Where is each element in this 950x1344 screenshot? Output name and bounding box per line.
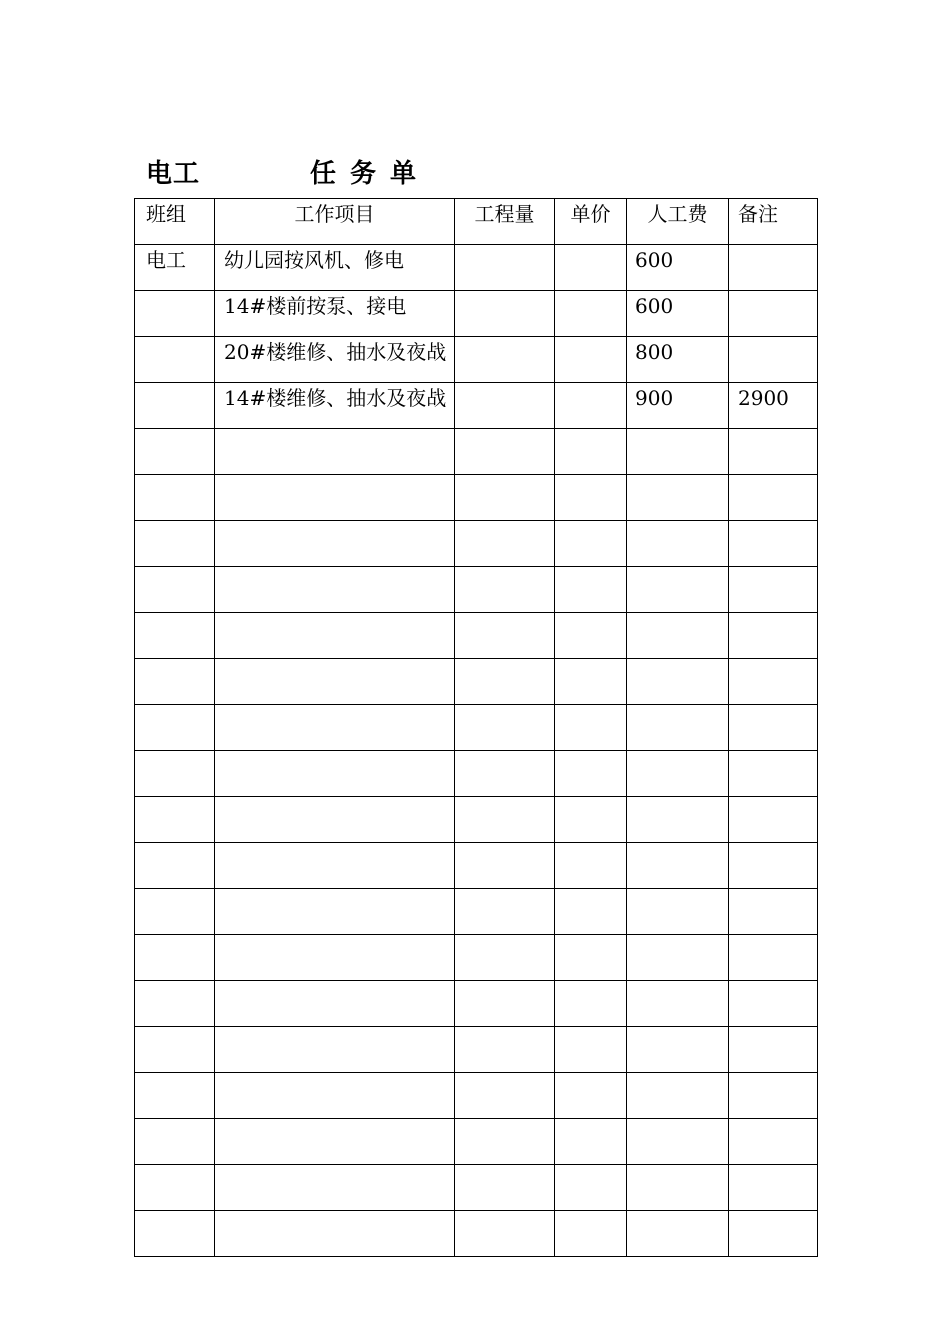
table-row [135,797,818,843]
cell-quantity [455,797,555,843]
cell-quantity [455,383,555,429]
cell-labor-cost [627,1211,729,1257]
cell-team [135,613,215,659]
cell-labor-cost [627,843,729,889]
cell-work-item [215,1119,455,1165]
cell-note [729,1027,818,1073]
header-work-item: 工作项目 [215,199,455,245]
cell-note [729,245,818,291]
cell-labor-cost [627,613,729,659]
cell-team: 电工 [135,245,215,291]
cell-work-item [215,705,455,751]
cell-labor-cost [627,935,729,981]
cell-labor-cost [627,889,729,935]
cell-team [135,705,215,751]
table-row [135,383,818,429]
cell-note [729,337,818,383]
table-row [135,1165,818,1211]
header-note: 备注 [729,199,818,245]
cell-unit-price [555,843,627,889]
cell-team [135,475,215,521]
task-table [134,198,818,1257]
cell-team [135,521,215,567]
cell-team [135,751,215,797]
cell-note [729,1165,818,1211]
cell-labor-cost [627,659,729,705]
cell-team [135,1165,215,1211]
cell-note: 2900 [729,383,818,429]
cell-work-item [215,429,455,475]
cell-labor-cost: 800 [627,337,729,383]
table-row [135,1073,818,1119]
cell-team [135,935,215,981]
cell-team [135,1211,215,1257]
cell-work-item [215,1073,455,1119]
cell-quantity [455,1165,555,1211]
cell-unit-price [555,797,627,843]
cell-unit-price [555,337,627,383]
cell-quantity [455,337,555,383]
cell-quantity [455,429,555,475]
cell-team [135,383,215,429]
cell-quantity [455,613,555,659]
cell-quantity [455,521,555,567]
cell-labor-cost [627,1073,729,1119]
table-row [135,935,818,981]
cell-work-item [215,797,455,843]
cell-work-item [215,659,455,705]
table-body [135,245,818,1257]
table-row [135,843,818,889]
cell-note [729,567,818,613]
cell-quantity [455,1211,555,1257]
cell-labor-cost [627,475,729,521]
cell-quantity [455,889,555,935]
cell-note [729,291,818,337]
cell-note [729,1119,818,1165]
cell-team [135,1073,215,1119]
cell-unit-price [555,935,627,981]
table-row [135,245,818,291]
cell-work-item: 14#楼维修、抽水及夜战 [215,383,455,429]
cell-note [729,475,818,521]
cell-unit-price [555,383,627,429]
table-row [135,659,818,705]
cell-note [729,843,818,889]
cell-note [729,659,818,705]
cell-team [135,797,215,843]
cell-unit-price [555,705,627,751]
cell-quantity [455,981,555,1027]
cell-note [729,981,818,1027]
cell-unit-price [555,429,627,475]
cell-quantity [455,1119,555,1165]
cell-note [729,1211,818,1257]
table-row [135,1027,818,1073]
cell-unit-price [555,521,627,567]
cell-work-item [215,751,455,797]
cell-unit-price [555,245,627,291]
cell-unit-price [555,613,627,659]
cell-team [135,981,215,1027]
cell-quantity [455,843,555,889]
cell-labor-cost [627,1027,729,1073]
header-unit-price: 单价 [555,199,627,245]
table-row [135,1211,818,1257]
cell-labor-cost [627,1165,729,1211]
header-labor-cost: 人工费 [627,199,729,245]
cell-labor-cost [627,981,729,1027]
cell-note [729,797,818,843]
cell-team [135,1119,215,1165]
cell-note [729,935,818,981]
cell-work-item [215,613,455,659]
cell-work-item [215,1027,455,1073]
cell-work-item [215,935,455,981]
cell-unit-price [555,1165,627,1211]
cell-unit-price [555,475,627,521]
cell-quantity [455,1073,555,1119]
cell-work-item [215,889,455,935]
table-row [135,291,818,337]
cell-unit-price [555,1119,627,1165]
header-quantity: 工程量 [455,199,555,245]
table-row [135,613,818,659]
cell-unit-price [555,1027,627,1073]
table-row [135,981,818,1027]
table-row [135,337,818,383]
cell-labor-cost [627,1119,729,1165]
cell-unit-price [555,659,627,705]
cell-note [729,429,818,475]
cell-unit-price [555,751,627,797]
cell-labor-cost [627,797,729,843]
cell-labor-cost: 600 [627,245,729,291]
cell-unit-price [555,291,627,337]
table-row [135,567,818,613]
cell-quantity [455,567,555,613]
cell-labor-cost [627,705,729,751]
cell-work-item [215,475,455,521]
document-title: 任务单 [310,159,431,189]
cell-work-item [215,981,455,1027]
cell-work-item [215,521,455,567]
table-row [135,751,818,797]
cell-unit-price [555,1073,627,1119]
cell-work-item [215,1211,455,1257]
cell-quantity [455,245,555,291]
cell-unit-price [555,981,627,1027]
cell-quantity [455,705,555,751]
cell-labor-cost: 900 [627,383,729,429]
table-row [135,889,818,935]
cell-note [729,521,818,567]
header-team: 班组 [135,199,215,245]
cell-team [135,337,215,383]
cell-note [729,705,818,751]
cell-quantity [455,1027,555,1073]
cell-labor-cost [627,521,729,567]
cell-unit-price [555,889,627,935]
cell-quantity [455,475,555,521]
team-name-heading: 电工 [146,159,201,189]
cell-unit-price [555,1211,627,1257]
table-header-row [135,199,818,245]
cell-team [135,429,215,475]
cell-note [729,613,818,659]
cell-team [135,843,215,889]
cell-labor-cost: 600 [627,291,729,337]
table-row [135,521,818,567]
cell-labor-cost [627,567,729,613]
cell-work-item [215,567,455,613]
cell-quantity [455,291,555,337]
cell-team [135,659,215,705]
cell-team [135,567,215,613]
cell-note [729,1073,818,1119]
cell-work-item: 幼儿园按风机、修电 [215,245,455,291]
cell-labor-cost [627,429,729,475]
cell-unit-price [555,567,627,613]
cell-work-item [215,1165,455,1211]
cell-team [135,889,215,935]
cell-quantity [455,751,555,797]
cell-work-item: 20#楼维修、抽水及夜战 [215,337,455,383]
table-row [135,705,818,751]
table-row [135,1119,818,1165]
cell-work-item: 14#楼前按泵、接电 [215,291,455,337]
table-row [135,475,818,521]
cell-labor-cost [627,751,729,797]
cell-team [135,291,215,337]
cell-note [729,889,818,935]
cell-quantity [455,659,555,705]
table-row [135,429,818,475]
cell-note [729,751,818,797]
cell-work-item [215,843,455,889]
cell-team [135,1027,215,1073]
cell-quantity [455,935,555,981]
